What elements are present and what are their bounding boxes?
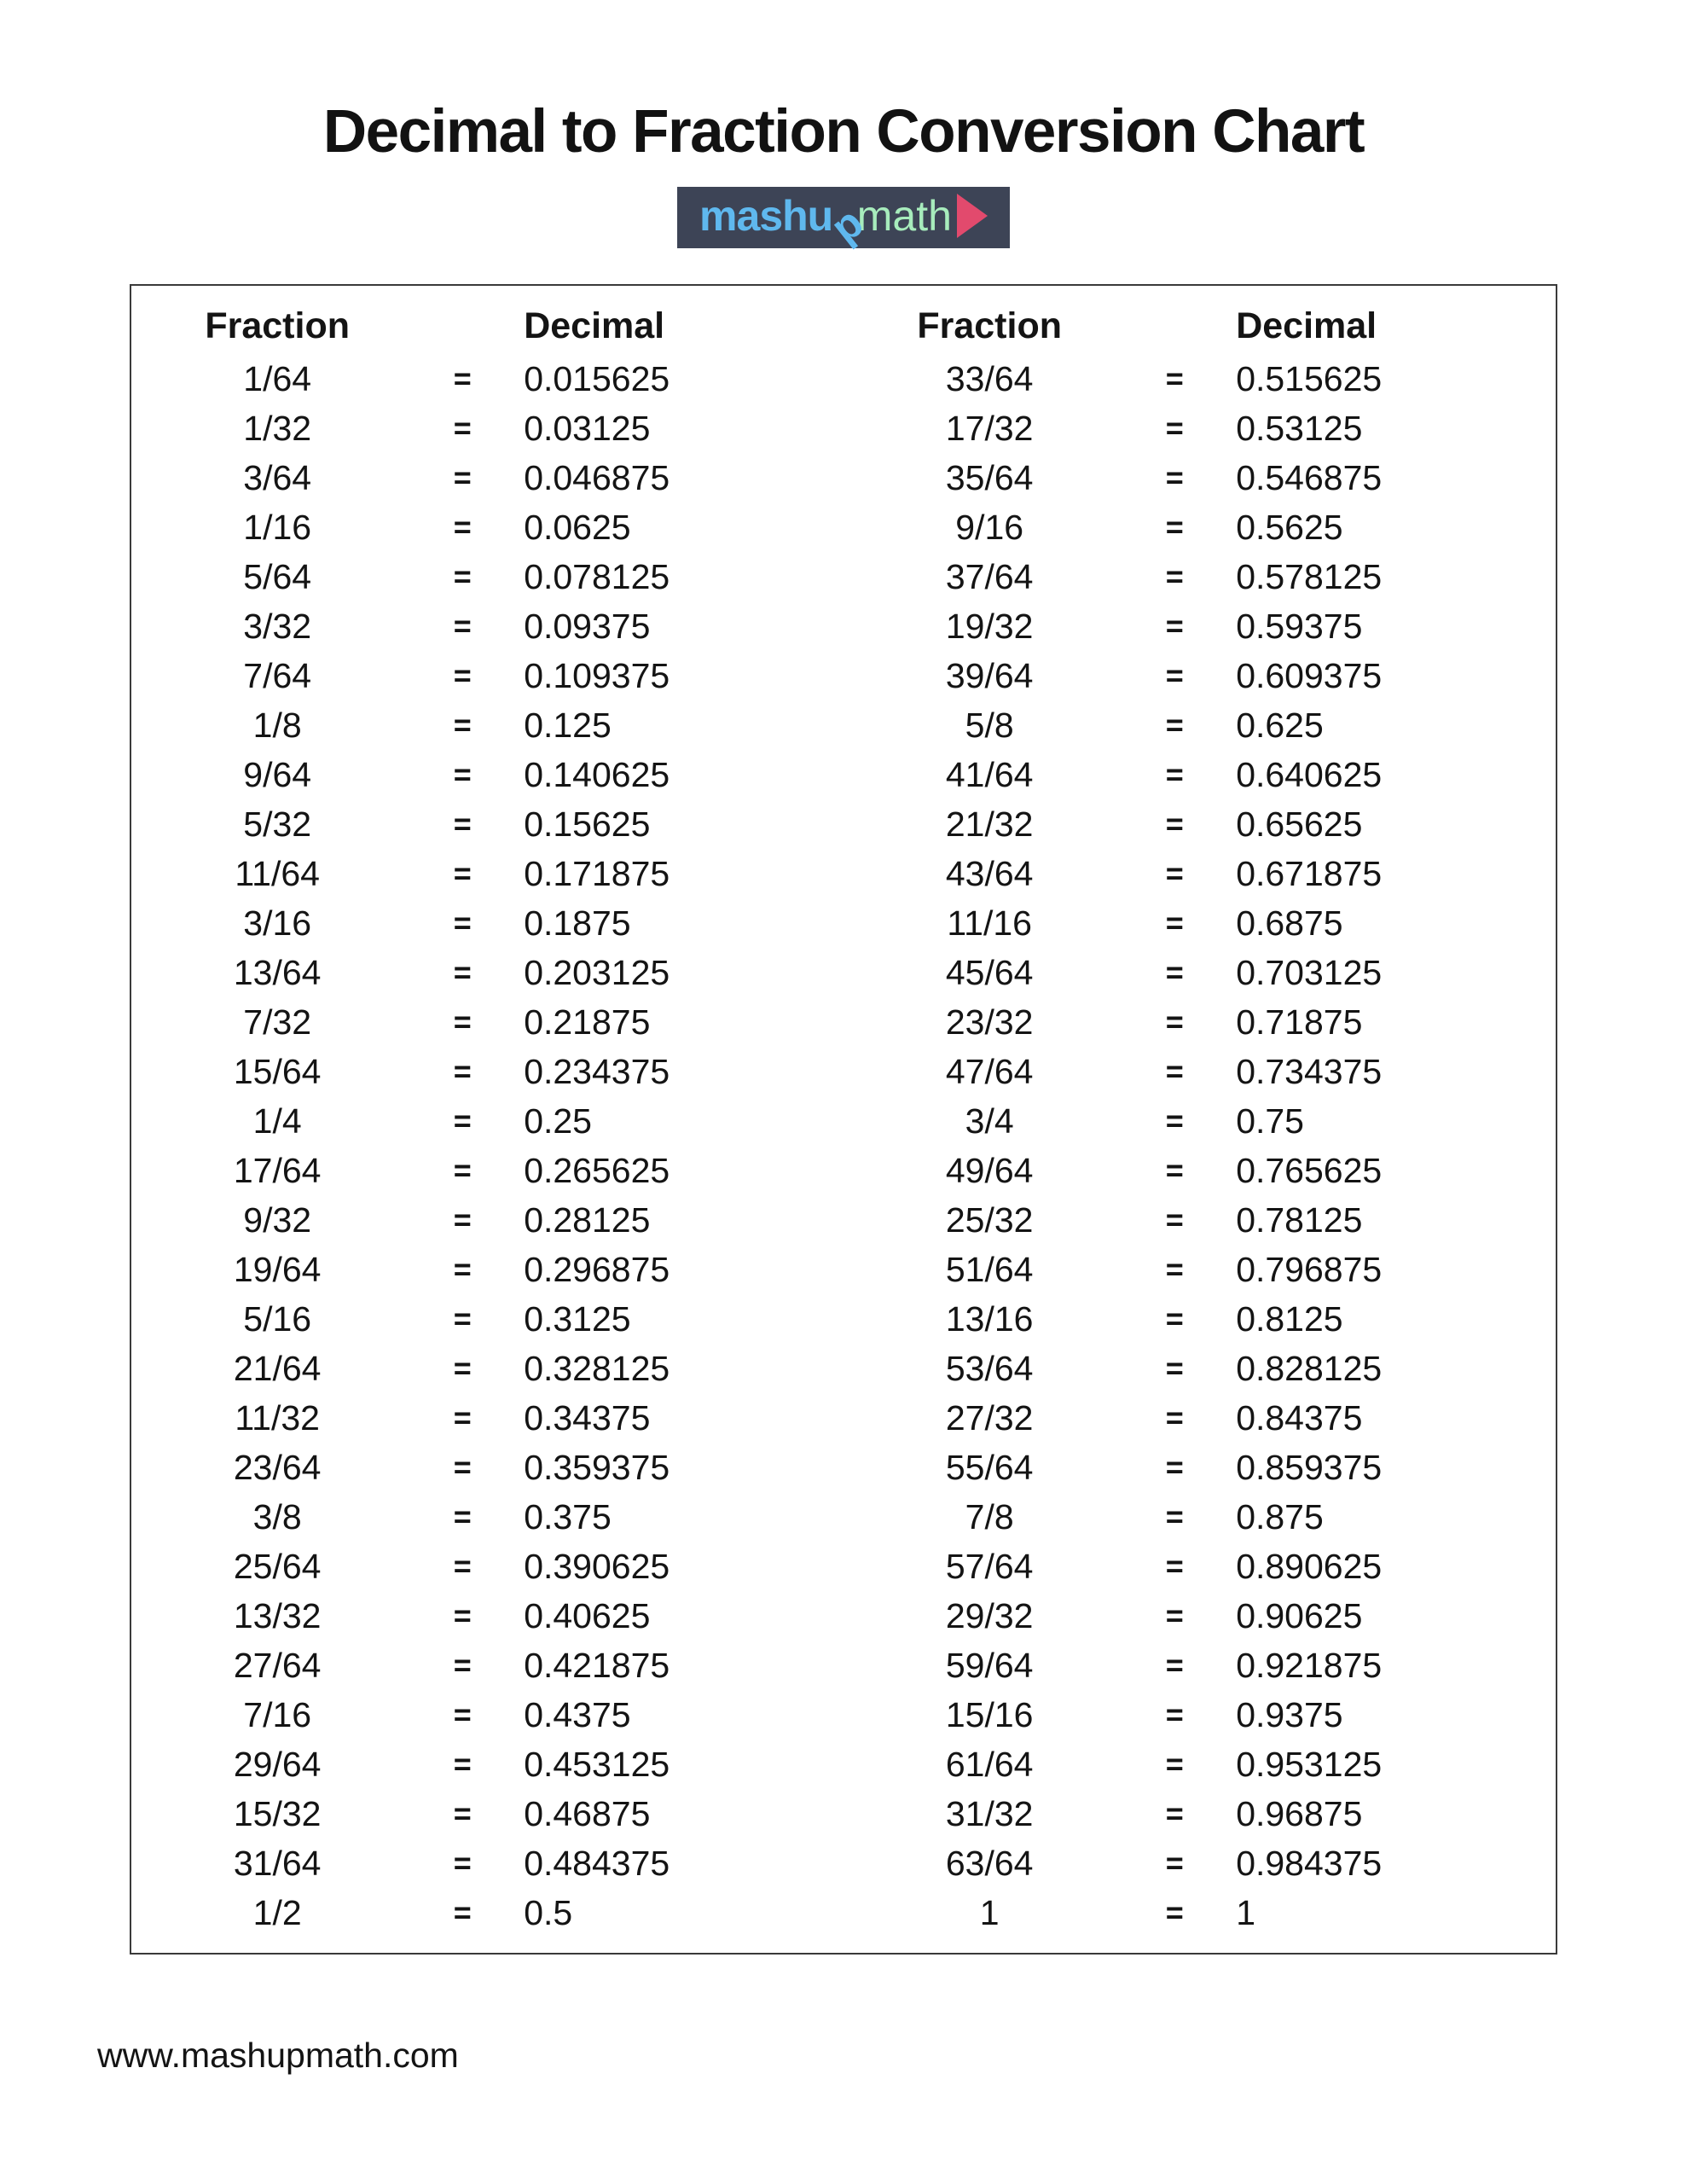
table-row [844,1641,1556,1690]
equals-sign: = [453,1201,472,1237]
table-row [131,1195,844,1245]
fraction-value: 1/32 [243,408,312,448]
fraction-value: 57/64 [945,1546,1034,1586]
table-row [131,552,844,601]
table-row [844,1146,1556,1195]
table-row [131,750,844,799]
equals-sign: = [453,1449,472,1484]
table-row [131,700,844,750]
decimal-value: 0.75 [1236,1101,1304,1141]
website-url: www.mashupmath.com [97,2036,459,2075]
fraction-value: 31/64 [233,1843,322,1883]
equals-sign: = [1165,756,1184,792]
decimal-value: 0.921875 [1236,1645,1383,1685]
decimal-value: 0.859375 [1236,1447,1383,1487]
equals-sign: = [453,508,472,544]
equals-sign: = [453,855,472,891]
equals-sign: = [453,904,472,940]
table-row [844,552,1556,601]
decimal-value: 0.796875 [1236,1249,1383,1289]
decimal-value: 0.125 [524,705,612,745]
fraction-value: 41/64 [945,754,1034,794]
fraction-value: 3/8 [252,1496,302,1536]
table-row [131,1838,844,1888]
table-row [844,1294,1556,1344]
equals-sign: = [453,1251,472,1287]
fraction-value: 13/16 [945,1298,1034,1339]
equals-sign: = [453,1894,472,1930]
decimal-value: 0.8125 [1236,1298,1343,1339]
table-header-row [844,298,1556,354]
table-row [844,948,1556,997]
table-row [131,1789,844,1838]
table-row [131,1641,844,1690]
decimal-value: 0.140625 [524,754,670,794]
equals-sign: = [1165,508,1184,544]
fraction-value: 1/2 [252,1892,302,1932]
fraction-value: 63/64 [945,1843,1034,1883]
fraction-value: 33/64 [945,358,1034,398]
table-row [844,502,1556,552]
fraction-value: 11/32 [235,1397,320,1438]
equals-sign: = [1165,954,1184,990]
fraction-value: 27/64 [233,1645,322,1685]
fraction-value: 1/8 [252,705,302,745]
logo-text-math: math [856,191,952,240]
fraction-value: 19/32 [945,606,1034,646]
table-row [131,948,844,997]
equals-sign: = [1165,1548,1184,1583]
fraction-value: 3/16 [243,903,312,943]
table-row [131,1542,844,1591]
table-row [131,1393,844,1443]
table-row [131,1492,844,1542]
fraction-value: 5/64 [243,556,312,596]
table-row [844,849,1556,898]
table-row [131,849,844,898]
decimal-value: 0.875 [1236,1496,1324,1536]
fraction-value: 23/64 [233,1447,322,1487]
equals-sign: = [453,1350,472,1385]
fraction-column-header: Fraction [205,305,350,346]
equals-sign: = [1165,1201,1184,1237]
fraction-value: 45/64 [945,952,1034,992]
equals-sign: = [1165,1003,1184,1039]
decimal-value: 0.203125 [524,952,670,992]
table-row [844,1443,1556,1492]
decimal-value: 0.21875 [524,1002,651,1042]
equals-sign: = [453,410,472,445]
table-row [844,750,1556,799]
table-row [131,1344,844,1393]
table-row [131,1146,844,1195]
decimal-value: 0.703125 [1236,952,1383,992]
equals-sign: = [1165,1251,1184,1287]
table-row [844,1245,1556,1294]
page-title: Decimal to Fraction Conversion Chart [322,98,1365,166]
decimal-value: 0.71875 [1236,1002,1363,1042]
equals-sign: = [1165,1597,1184,1633]
table-row [844,1888,1556,1937]
equals-sign: = [1165,706,1184,742]
decimal-value: 0.28125 [524,1199,651,1240]
table-row [844,997,1556,1047]
decimal-value: 0.3125 [524,1298,631,1339]
fraction-value: 25/64 [233,1546,322,1586]
decimal-value: 0.171875 [524,853,670,893]
decimal-value: 0.265625 [524,1150,670,1190]
equals-sign: = [1165,360,1184,396]
decimal-value: 0.109375 [524,655,670,695]
table-row [844,1789,1556,1838]
fraction-value: 9/64 [243,754,312,794]
equals-sign: = [1165,459,1184,495]
decimal-value: 0.953125 [1236,1744,1383,1784]
table-row [131,1294,844,1344]
table-row [131,404,844,453]
equals-sign: = [1165,1399,1184,1435]
table-row [131,1245,844,1294]
fraction-value: 5/16 [243,1298,312,1339]
fraction-value: 35/64 [945,457,1034,497]
equals-sign: = [1165,904,1184,940]
equals-sign: = [453,1053,472,1089]
table-row [131,651,844,700]
fraction-value: 29/32 [945,1595,1034,1635]
table-row [844,1393,1556,1443]
fraction-value: 7/32 [243,1002,312,1042]
equals-sign: = [453,459,472,495]
table-row [131,997,844,1047]
decimal-value: 0.390625 [524,1546,670,1586]
fraction-value: 7/8 [965,1496,1014,1536]
table-row [844,1344,1556,1393]
fraction-value: 59/64 [945,1645,1034,1685]
decimal-value: 0.46875 [524,1793,651,1833]
decimal-column-header: Decimal [1236,305,1377,346]
fraction-value: 39/64 [945,655,1034,695]
fraction-value: 23/32 [945,1002,1034,1042]
table-row [131,453,844,502]
equals-sign: = [1165,1745,1184,1781]
table-row [131,601,844,651]
decimal-value: 0.765625 [1236,1150,1383,1190]
table-row [844,1838,1556,1888]
equals-sign: = [1165,1152,1184,1188]
fraction-value: 13/64 [233,952,322,992]
fraction-value: 1/64 [243,358,312,398]
decimal-value: 0.15625 [524,804,651,844]
table-row [131,354,844,404]
mashupmath-logo [677,187,1010,252]
decimal-value: 0.734375 [1236,1051,1383,1091]
fraction-value: 1/4 [252,1101,302,1141]
table-row [844,1690,1556,1740]
table-row [844,1047,1556,1096]
equals-sign: = [453,756,472,792]
fraction-value: 13/32 [233,1595,322,1635]
equals-sign: = [1165,1844,1184,1880]
fraction-value: 15/64 [233,1051,322,1091]
fraction-value: 31/32 [945,1793,1034,1833]
fraction-value: 3/32 [243,606,312,646]
table-row [844,700,1556,750]
table-row [844,354,1556,404]
fraction-value: 5/32 [243,804,312,844]
decimal-value: 0.5 [524,1892,573,1932]
decimal-value: 0.09375 [524,606,651,646]
equals-sign: = [1165,1449,1184,1484]
table-left-rows [131,354,844,1937]
equals-sign: = [1165,1795,1184,1831]
equals-sign: = [1165,1894,1184,1930]
fraction-value: 55/64 [945,1447,1034,1487]
decimal-value: 0.296875 [524,1249,670,1289]
fraction-value: 37/64 [945,556,1034,596]
fraction-value: 25/32 [945,1199,1034,1240]
decimal-value: 0.640625 [1236,754,1383,794]
decimal-value: 0.234375 [524,1051,670,1091]
decimal-value: 0.546875 [1236,457,1383,497]
equals-sign: = [1165,1102,1184,1138]
fraction-value: 9/32 [243,1199,312,1240]
fraction-value: 61/64 [945,1744,1034,1784]
decimal-value: 0.828125 [1236,1348,1383,1388]
conversion-table [130,284,1557,1955]
fraction-value: 53/64 [945,1348,1034,1388]
equals-sign: = [1165,1300,1184,1336]
decimal-value: 0.375 [524,1496,612,1536]
equals-sign: = [1165,1647,1184,1682]
fraction-value: 3/4 [965,1101,1014,1141]
equals-sign: = [453,1498,472,1534]
table-row [131,1591,844,1641]
equals-sign: = [1165,558,1184,594]
equals-sign: = [453,1399,472,1435]
equals-sign: = [453,706,472,742]
equals-sign: = [453,805,472,841]
table-row [131,799,844,849]
equals-sign: = [1165,1696,1184,1732]
table-row [844,1195,1556,1245]
decimal-value: 0.078125 [524,556,670,596]
table-row [844,453,1556,502]
fraction-value: 17/32 [945,408,1034,448]
fraction-value: 11/16 [947,903,1032,943]
equals-sign: = [453,558,472,594]
fraction-value: 21/64 [233,1348,322,1388]
table-row [844,1740,1556,1789]
decimal-value: 0.609375 [1236,655,1383,695]
equals-sign: = [1165,1053,1184,1089]
logo-text-p: p [822,197,872,252]
equals-sign: = [1165,607,1184,643]
decimal-value: 0.484375 [524,1843,670,1883]
decimal-value: 0.78125 [1236,1199,1363,1240]
equals-sign: = [1165,410,1184,445]
fraction-value: 7/16 [243,1694,312,1734]
table-row [844,601,1556,651]
decimal-value: 0.890625 [1236,1546,1383,1586]
decimal-value: 0.515625 [1236,358,1383,398]
decimal-value: 0.34375 [524,1397,651,1438]
decimal-value: 0.359375 [524,1447,670,1487]
fraction-value: 43/64 [945,853,1034,893]
equals-sign: = [453,607,472,643]
fraction-value: 49/64 [945,1150,1034,1190]
decimal-value: 0.6875 [1236,903,1343,943]
decimal-value: 0.40625 [524,1595,651,1635]
fraction-value: 27/32 [945,1397,1034,1438]
table-row [131,1047,844,1096]
table-row [131,502,844,552]
decimal-value: 1 [1236,1892,1255,1932]
fraction-value: 1 [979,1892,1000,1932]
table-right-half [844,298,1556,1937]
table-row [844,404,1556,453]
play-triangle-icon [957,194,988,238]
decimal-value: 0.84375 [1236,1397,1363,1438]
decimal-column-header: Decimal [524,305,665,346]
table-row [844,1542,1556,1591]
table-right-rows [844,354,1556,1937]
equals-sign: = [453,1795,472,1831]
table-row [131,1690,844,1740]
fraction-value: 15/32 [233,1793,322,1833]
decimal-value: 0.65625 [1236,804,1363,844]
equals-sign: = [1165,1498,1184,1534]
decimal-value: 0.96875 [1236,1793,1363,1833]
decimal-value: 0.578125 [1236,556,1383,596]
logo-text-mashup: mashu [699,191,833,240]
fraction-value: 19/64 [233,1249,322,1289]
equals-sign: = [453,1844,472,1880]
table-row [844,1096,1556,1146]
equals-sign: = [453,1003,472,1039]
table-row [844,799,1556,849]
fraction-value: 5/8 [965,705,1014,745]
equals-sign: = [1165,657,1184,693]
decimal-value: 0.625 [1236,705,1324,745]
decimal-value: 0.53125 [1236,408,1363,448]
table-row [844,898,1556,948]
equals-sign: = [453,1745,472,1781]
table-row [131,1888,844,1937]
decimal-value: 0.9375 [1236,1694,1343,1734]
fraction-value: 47/64 [945,1051,1034,1091]
decimal-value: 0.015625 [524,358,670,398]
table-row [131,898,844,948]
decimal-value: 0.03125 [524,408,651,448]
table-header-row [131,298,844,354]
decimal-value: 0.328125 [524,1348,670,1388]
table-left-half [131,298,844,1937]
table-row [844,651,1556,700]
equals-sign: = [1165,1350,1184,1385]
equals-sign: = [453,1696,472,1732]
fraction-value: 51/64 [945,1249,1034,1289]
equals-sign: = [453,360,472,396]
equals-sign: = [1165,805,1184,841]
fraction-value: 11/64 [235,853,320,893]
equals-sign: = [453,1647,472,1682]
decimal-value: 0.984375 [1236,1843,1383,1883]
table-row [131,1443,844,1492]
equals-sign: = [453,1102,472,1138]
fraction-value: 15/16 [945,1694,1034,1734]
table-row [844,1591,1556,1641]
equals-sign: = [453,1300,472,1336]
equals-sign: = [1165,855,1184,891]
decimal-value: 0.90625 [1236,1595,1363,1635]
decimal-value: 0.4375 [524,1694,631,1734]
equals-sign: = [453,1597,472,1633]
decimal-value: 0.421875 [524,1645,670,1685]
fraction-value: 9/16 [955,507,1024,547]
fraction-value: 21/32 [945,804,1034,844]
equals-sign: = [453,954,472,990]
decimal-value: 0.1875 [524,903,631,943]
decimal-value: 0.453125 [524,1744,670,1784]
fraction-column-header: Fraction [917,305,1062,346]
decimal-value: 0.59375 [1236,606,1363,646]
fraction-value: 1/16 [243,507,312,547]
fraction-value: 17/64 [233,1150,322,1190]
fraction-value: 3/64 [243,457,312,497]
decimal-value: 0.671875 [1236,853,1383,893]
equals-sign: = [453,1548,472,1583]
decimal-value: 0.5625 [1236,507,1343,547]
table-row [131,1740,844,1789]
fraction-value: 29/64 [233,1744,322,1784]
table-row [844,1492,1556,1542]
fraction-value: 7/64 [243,655,312,695]
table-row [131,1096,844,1146]
equals-sign: = [453,657,472,693]
decimal-value: 0.046875 [524,457,670,497]
decimal-value: 0.25 [524,1101,592,1141]
decimal-value: 0.0625 [524,507,631,547]
equals-sign: = [453,1152,472,1188]
